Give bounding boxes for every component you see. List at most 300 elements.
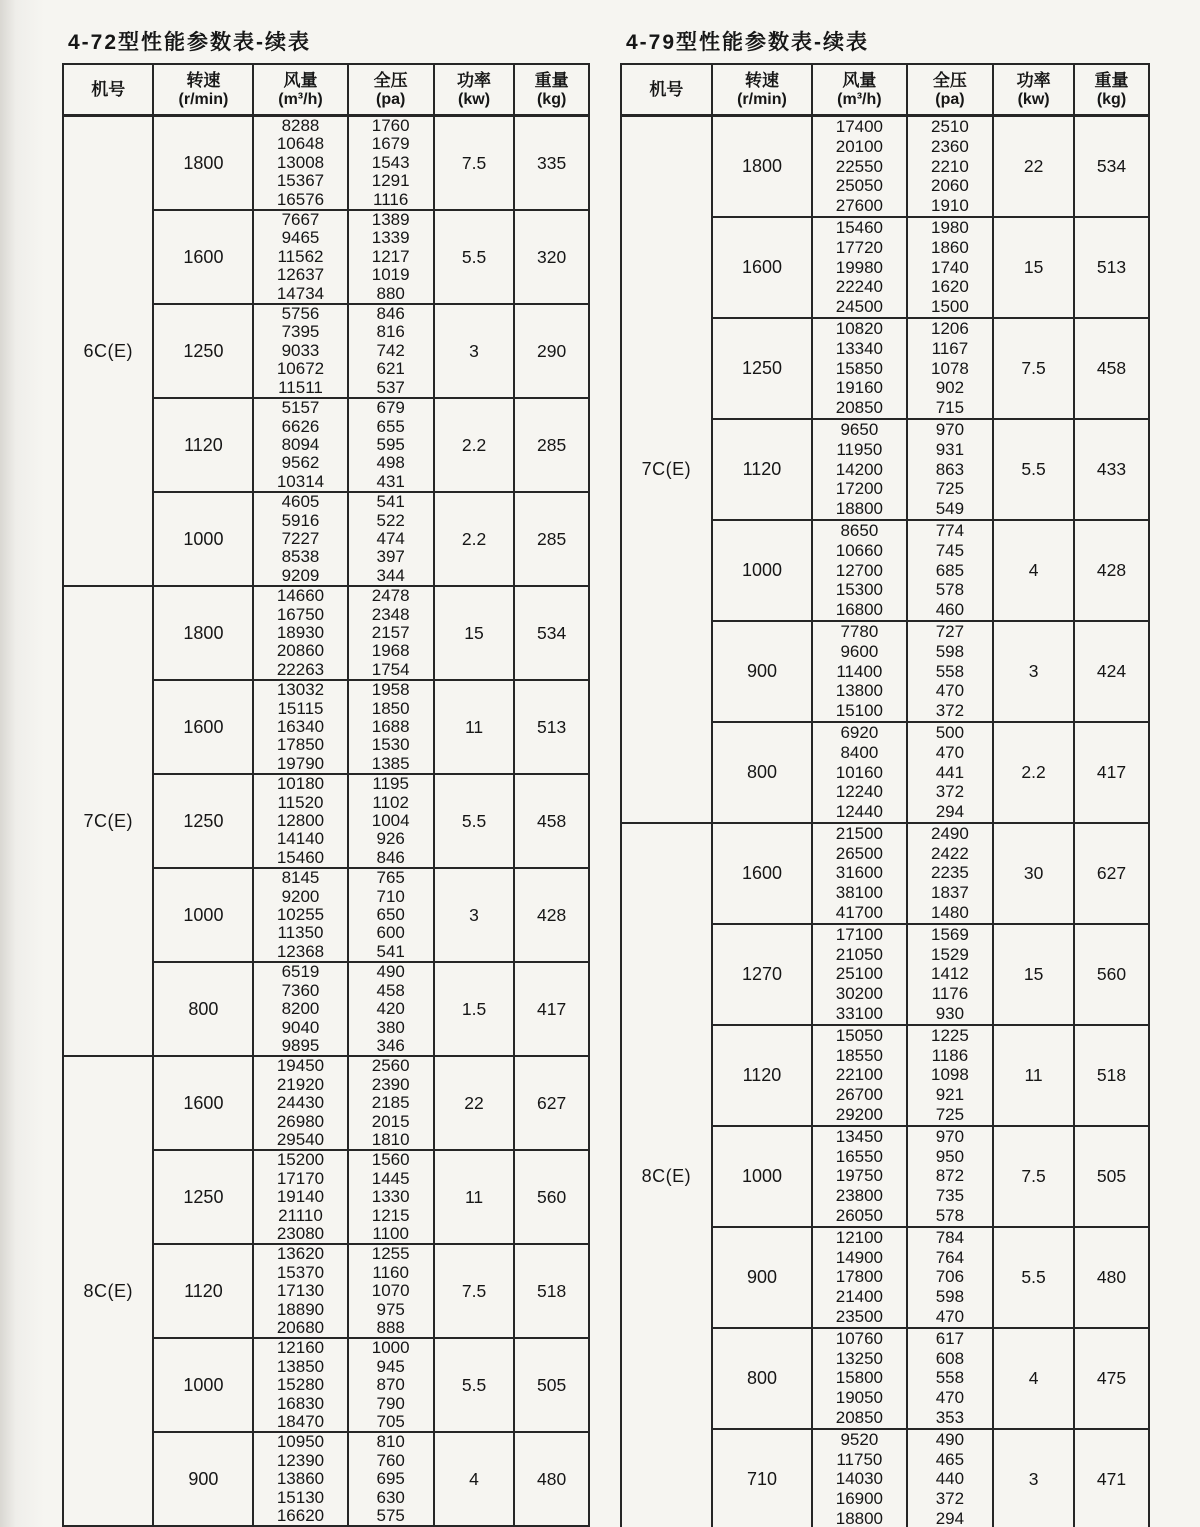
pressure-value: 2210: [931, 156, 969, 176]
pressure-value: 970: [935, 419, 965, 439]
flow-value: 13860: [276, 1469, 325, 1489]
flow-value: 18800: [835, 499, 884, 519]
flow-value: 9520: [840, 1429, 879, 1449]
pressure-value: 742: [376, 340, 405, 360]
pressure-value: 380: [376, 1017, 405, 1037]
pressure-value: 2235: [931, 863, 969, 883]
speed-cell: 1000: [712, 1126, 812, 1227]
column-label: 重量: [1094, 70, 1129, 90]
flow-value: 15460: [835, 217, 884, 237]
power-cell: 4: [993, 520, 1074, 621]
power-cell: 5.5: [993, 1227, 1074, 1328]
pressure-value: 2478: [371, 586, 410, 606]
column-header-4: [993, 64, 1074, 116]
pressure-value: 1102: [372, 792, 409, 812]
weight-cell: 285: [514, 398, 589, 492]
flow-value: 9033: [281, 340, 320, 360]
power-cell: 2.2: [993, 722, 1074, 823]
pressure-value: 1679: [371, 134, 410, 154]
pressure-value: 1206: [931, 318, 969, 338]
pressure-cell: [907, 1227, 994, 1328]
speed-cell: 900: [153, 1432, 253, 1526]
flow-value: 10660: [835, 540, 884, 560]
pressure-value: 1291: [371, 171, 410, 191]
weight-cell: 513: [1074, 217, 1149, 318]
power-cell: 3: [434, 868, 514, 962]
flow-value: 13450: [835, 1126, 884, 1146]
pressure-cell: [348, 962, 434, 1056]
pressure-value: 578: [935, 580, 965, 600]
flow-value: 14140: [276, 829, 325, 849]
flow-value: 8650: [840, 520, 879, 540]
flow-value: 11400: [836, 661, 883, 681]
column-label: 全压: [373, 70, 408, 90]
flow-cell: [253, 304, 347, 398]
pressure-value: 695: [376, 1469, 405, 1489]
flow-value: 8538: [281, 547, 320, 567]
speed-cell: 1000: [153, 868, 253, 962]
flow-value: 22240: [835, 277, 884, 297]
flow-value: 26980: [276, 1111, 325, 1131]
pressure-value: 2422: [931, 843, 969, 863]
flow-value: 17170: [276, 1168, 325, 1188]
flow-value: 16576: [276, 189, 325, 209]
column-label: 转速: [186, 70, 221, 90]
power-cell: 22: [993, 116, 1074, 217]
pressure-value: 1176: [931, 984, 969, 1004]
pressure-value: 679: [376, 398, 405, 418]
header-row: [621, 64, 1149, 116]
model-cell: 7C(E): [63, 586, 153, 1056]
pressure-value: 1195: [372, 774, 409, 794]
pressure-cell: [907, 823, 994, 924]
pressure-value: 1070: [371, 1281, 410, 1301]
pressure-value: 2157: [371, 622, 410, 642]
pressure-cell: [907, 419, 994, 520]
column-header-0: [621, 64, 712, 116]
flow-cell: [812, 1328, 907, 1429]
flow-value: 19790: [276, 753, 325, 773]
pressure-value: 600: [376, 923, 405, 943]
flow-value: 8400: [840, 742, 879, 762]
pressure-value: 1004: [371, 811, 410, 831]
flow-cell: [812, 924, 907, 1025]
column-unit: (kw): [458, 90, 491, 108]
pressure-value: 1000: [371, 1338, 410, 1358]
column-header-5: [514, 64, 589, 116]
pressure-value: 1569: [931, 924, 969, 944]
flow-cell: [812, 1025, 907, 1126]
flow-value: 15367: [276, 171, 325, 191]
flow-cell: [253, 1244, 347, 1338]
flow-value: 12100: [835, 1227, 884, 1247]
pressure-value: 294: [935, 802, 965, 822]
flow-value: 10160: [835, 762, 884, 782]
flow-value: 17200: [835, 479, 884, 499]
flow-value: 23800: [835, 1186, 884, 1206]
speed-cell: 1600: [153, 210, 253, 304]
flow-value: 10314: [276, 471, 325, 491]
pressure-value: 1389: [371, 210, 410, 230]
weight-cell: 458: [1074, 318, 1149, 419]
flow-value: 9562: [281, 453, 320, 473]
pressure-value: 294: [935, 1508, 965, 1527]
speed-cell: 1600: [153, 1056, 253, 1150]
weight-cell: 458: [514, 774, 589, 868]
flow-value: 10820: [835, 318, 884, 338]
flow-value: 12440: [835, 802, 884, 822]
flow-value: 18800: [835, 1508, 884, 1527]
flow-value: 17130: [276, 1281, 325, 1301]
model-cell: 8C(E): [621, 823, 712, 1527]
pressure-cell: [907, 924, 994, 1025]
pressure-value: 945: [376, 1356, 405, 1376]
flow-value: 15200: [276, 1150, 325, 1170]
speed-cell: 1000: [712, 520, 812, 621]
column-unit: (r/min): [178, 90, 229, 108]
column-label: 风量: [283, 70, 318, 90]
pressure-value: 765: [376, 868, 405, 888]
flow-value: 20100: [835, 136, 884, 156]
pressure-value: 1019: [371, 265, 410, 285]
flow-value: 5916: [281, 510, 320, 530]
pressure-value: 760: [376, 1450, 405, 1470]
table-title-4-72: 4-72型性能参数表-续表: [68, 31, 312, 54]
pressure-value: 431: [376, 471, 405, 491]
weight-cell: 513: [514, 680, 589, 774]
flow-value: 12390: [276, 1450, 325, 1470]
pressure-value: 872: [935, 1166, 965, 1186]
power-cell: 15: [434, 586, 514, 680]
flow-value: 17850: [276, 735, 325, 755]
pressure-value: 1620: [931, 277, 969, 297]
flow-value: 26050: [835, 1206, 884, 1226]
speed-cell: 1600: [153, 680, 253, 774]
flow-value: 41700: [835, 903, 884, 923]
power-cell: 30: [993, 823, 1074, 924]
flow-value: 15050: [835, 1025, 884, 1045]
column-label: 全压: [932, 70, 967, 90]
column-header-3: [348, 64, 434, 116]
flow-cell: [253, 210, 347, 304]
pressure-cell: [348, 1056, 434, 1150]
pressure-value: 541: [376, 941, 405, 961]
power-cell: 3: [993, 621, 1074, 722]
flow-value: 14900: [835, 1247, 884, 1267]
flow-value: 8288: [281, 116, 320, 135]
column-unit: (r/min): [737, 90, 787, 108]
flow-value: 18890: [276, 1299, 325, 1319]
flow-cell: [812, 1227, 907, 1328]
power-cell: 5.5: [993, 419, 1074, 520]
weight-cell: 428: [514, 868, 589, 962]
flow-value: 11350: [277, 923, 324, 943]
pressure-value: 1412: [931, 964, 969, 984]
power-cell: 15: [993, 217, 1074, 318]
flow-value: 25050: [835, 176, 884, 196]
pressure-value: 1186: [931, 1045, 969, 1065]
flow-value: 9895: [281, 1035, 320, 1055]
pressure-value: 465: [935, 1449, 965, 1469]
flow-value: 26700: [835, 1085, 884, 1105]
pressure-value: 706: [935, 1267, 965, 1287]
pressure-value: 1860: [931, 237, 969, 257]
column-unit: (m³/h): [837, 90, 882, 108]
flow-value: 21050: [835, 944, 884, 964]
power-cell: 2.2: [434, 492, 514, 586]
flow-value: 16900: [835, 1489, 884, 1509]
pressure-value: 888: [376, 1318, 405, 1337]
flow-value: 13340: [835, 338, 884, 358]
flow-value: 12637: [276, 265, 325, 285]
pressure-value: 1688: [371, 717, 410, 736]
flow-value: 19750: [835, 1166, 884, 1186]
pressure-value: 1754: [371, 659, 410, 679]
flow-cell: [812, 823, 907, 924]
flow-value: 20850: [835, 1408, 884, 1427]
model-cell: 8C(E): [63, 1056, 153, 1526]
flow-value: 12700: [835, 560, 884, 580]
flow-value: 23500: [835, 1307, 884, 1327]
flow-value: 17400: [835, 117, 884, 136]
column-unit: (pa): [376, 90, 406, 108]
column-header-1: [712, 64, 812, 116]
flow-cell: [812, 520, 907, 621]
column-header-2: [253, 64, 347, 116]
flow-cell: [812, 217, 907, 318]
pressure-value: 1167: [931, 338, 969, 358]
weight-cell: 417: [514, 962, 589, 1056]
weight-cell: 335: [514, 116, 589, 211]
table-title-4-79: 4-79型性能参数表-续表: [626, 31, 870, 54]
speed-cell: 1800: [712, 116, 812, 217]
pressure-value: 930: [935, 1004, 965, 1024]
weight-cell: 627: [1074, 823, 1149, 924]
pressure-value: 2015: [371, 1111, 410, 1131]
power-cell: 3: [993, 1429, 1074, 1527]
flow-cell: [253, 1338, 347, 1432]
flow-value: 22100: [835, 1065, 884, 1085]
pressure-value: 474: [376, 528, 405, 548]
speed-cell: 1250: [153, 1150, 253, 1244]
pressure-cell: [907, 520, 994, 621]
pressure-cell: [348, 492, 434, 586]
pressure-value: 735: [935, 1186, 965, 1206]
flow-value: 8145: [281, 868, 320, 888]
flow-value: 31600: [835, 863, 884, 883]
weight-cell: 320: [514, 210, 589, 304]
pressure-value: 926: [376, 829, 405, 849]
flow-value: 15800: [835, 1368, 884, 1388]
flow-cell: [253, 962, 347, 1056]
flow-value: 7395: [281, 322, 320, 342]
pressure-cell: [348, 116, 434, 211]
weight-cell: 480: [1074, 1227, 1149, 1328]
pressure-value: 902: [935, 378, 965, 398]
power-cell: 7.5: [434, 1244, 514, 1338]
pressure-cell: [348, 586, 434, 680]
flow-value: 8094: [281, 434, 320, 454]
pressure-value: 558: [935, 1368, 965, 1388]
column-unit: (kg): [1096, 90, 1127, 108]
pressure-value: 1980: [931, 217, 969, 237]
pressure-value: 1958: [371, 680, 410, 700]
pressure-value: 630: [376, 1487, 405, 1507]
column-label: 机号: [91, 79, 126, 99]
power-cell: 7.5: [993, 318, 1074, 419]
weight-cell: 560: [514, 1150, 589, 1244]
flow-value: 20860: [276, 641, 325, 661]
flow-value: 19450: [276, 1056, 325, 1076]
pressure-value: 470: [935, 681, 965, 701]
pressure-cell: [907, 1126, 994, 1227]
flow-value: 15460: [276, 847, 325, 867]
speed-cell: 1250: [153, 304, 253, 398]
pressure-value: 500: [935, 722, 965, 742]
pressure-value: 1760: [371, 116, 410, 135]
pressure-value: 2360: [931, 136, 969, 156]
weight-cell: 534: [514, 586, 589, 680]
pressure-value: 650: [376, 905, 405, 925]
column-label: 重量: [534, 70, 569, 90]
flow-value: 16620: [276, 1506, 325, 1526]
speed-cell: 800: [153, 962, 253, 1056]
pressure-cell: [348, 1432, 434, 1526]
flow-cell: [812, 116, 907, 217]
pressure-value: 621: [376, 359, 405, 379]
power-cell: 11: [993, 1025, 1074, 1126]
flow-value: 16830: [276, 1393, 325, 1413]
flow-value: 5157: [281, 398, 320, 418]
flow-value: 10950: [276, 1432, 325, 1452]
speed-cell: 1000: [153, 1338, 253, 1432]
flow-value: 21500: [835, 823, 884, 843]
flow-cell: [812, 722, 907, 823]
pressure-value: 1116: [373, 189, 409, 209]
performance-table-4-72: [62, 63, 590, 1527]
pressure-value: 346: [376, 1035, 405, 1055]
pressure-cell: [907, 621, 994, 722]
flow-value: 9600: [840, 641, 879, 661]
column-label: 机号: [649, 79, 684, 99]
flow-value: 14030: [835, 1469, 884, 1489]
pressure-value: 655: [376, 416, 405, 436]
pressure-value: 810: [376, 1432, 405, 1452]
flow-value: 9209: [281, 565, 320, 585]
pressure-value: 490: [376, 962, 405, 982]
flow-value: 16800: [835, 600, 884, 620]
flow-value: 19160: [835, 378, 884, 398]
flow-value: 15280: [276, 1375, 325, 1395]
speed-row: [63, 116, 589, 211]
flow-value: 25100: [835, 964, 884, 984]
weight-cell: 518: [1074, 1025, 1149, 1126]
pressure-value: 440: [935, 1469, 965, 1489]
flow-value: 5756: [281, 304, 320, 324]
flow-value: 7667: [281, 210, 320, 230]
pressure-value: 1810: [371, 1129, 410, 1149]
pressure-value: 2560: [371, 1056, 410, 1076]
flow-value: 16550: [835, 1146, 884, 1166]
table-panel-4-72: [62, 30, 590, 1527]
flow-value: 11750: [836, 1449, 883, 1469]
power-cell: 4: [993, 1328, 1074, 1429]
pressure-value: 774: [935, 520, 965, 540]
pressure-value: 1500: [931, 297, 969, 317]
pressure-value: 1910: [931, 196, 969, 216]
pressure-value: 764: [935, 1247, 965, 1267]
flow-value: 7227: [281, 528, 320, 548]
pressure-cell: [348, 304, 434, 398]
flow-value: 10760: [835, 1328, 884, 1348]
pressure-value: 790: [376, 1393, 405, 1413]
flow-value: 10255: [276, 905, 325, 925]
pressure-value: 715: [935, 398, 965, 418]
header-row: [63, 64, 589, 116]
speed-cell: 900: [712, 1227, 812, 1328]
pressure-value: 608: [935, 1348, 965, 1368]
pressure-value: 784: [935, 1227, 965, 1247]
flow-value: 12240: [835, 782, 884, 802]
speed-cell: 1120: [153, 398, 253, 492]
pressure-value: 490: [935, 1429, 965, 1449]
column-header-5: [1074, 64, 1149, 116]
column-label: 功率: [457, 70, 492, 90]
flow-value: 19140: [276, 1187, 325, 1207]
flow-value: 10648: [276, 134, 325, 154]
flow-value: 12368: [276, 941, 325, 961]
pressure-value: 1850: [371, 698, 410, 718]
pressure-value: 1215: [371, 1205, 410, 1225]
weight-cell: 428: [1074, 520, 1149, 621]
flow-value: 10672: [276, 359, 325, 379]
pressure-value: 880: [376, 283, 405, 303]
pressure-value: 1560: [371, 1150, 410, 1170]
pressure-value: 725: [935, 1105, 965, 1125]
power-cell: 5.5: [434, 210, 514, 304]
flow-cell: [253, 774, 347, 868]
pressure-cell: [907, 1025, 994, 1126]
flow-value: 18470: [276, 1412, 325, 1432]
flow-value: 33100: [835, 1004, 884, 1024]
weight-cell: 475: [1074, 1328, 1149, 1429]
flow-value: 17100: [835, 924, 884, 944]
pressure-value: 372: [935, 782, 965, 802]
pressure-value: 846: [376, 847, 405, 867]
flow-value: 13850: [276, 1356, 325, 1376]
flow-value: 19980: [835, 257, 884, 277]
flow-cell: [812, 1126, 907, 1227]
pressure-value: 2490: [931, 823, 969, 843]
flow-value: 15370: [276, 1262, 325, 1282]
flow-value: 22550: [835, 156, 884, 176]
weight-cell: 480: [514, 1432, 589, 1526]
flow-value: 14734: [276, 283, 325, 303]
power-cell: 11: [434, 680, 514, 774]
flow-value: 15850: [835, 358, 884, 378]
pressure-value: 1330: [371, 1187, 410, 1207]
pressure-value: 1098: [931, 1065, 969, 1085]
flow-value: 11562: [277, 246, 324, 266]
flow-cell: [253, 680, 347, 774]
speed-cell: 1120: [712, 419, 812, 520]
flow-value: 13620: [276, 1244, 325, 1264]
flow-value: 13800: [835, 681, 884, 701]
pressure-value: 460: [935, 600, 965, 620]
pressure-cell: [348, 1150, 434, 1244]
flow-value: 6626: [281, 416, 320, 436]
flow-cell: [253, 868, 347, 962]
